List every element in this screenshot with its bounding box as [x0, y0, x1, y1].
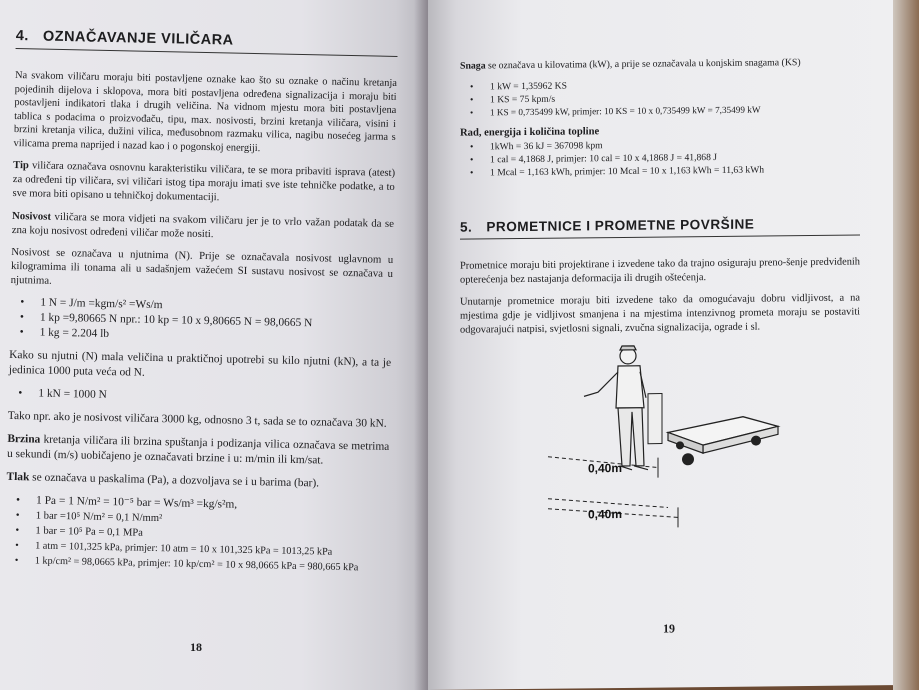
energy-heading: Rad, energija i količina topline [460, 126, 600, 139]
section-title-text: PROMETNICE I PROMETNE POVRŠINE [486, 216, 755, 235]
section-number: 5. [460, 219, 473, 235]
tip-paragraph [12, 159, 395, 209]
section-4-title [16, 28, 398, 57]
prometnice-paragraph-2: Unutarnje prometnice moraju biti izvedene tako da omogućavaju dobru vidljivost, a na mjestima gdje je vidljivost smanjena i na mjestima intenzivnog prometa moraju se postaviti odgovarajući natpisi, svjetlosni signali, zvučna signalizacija, ograde i sl. [460, 292, 860, 336]
left-page-number: 18 [190, 640, 202, 654]
pressure-list [5, 492, 388, 575]
list-item: • 1 KS = 0,735499 kW, primjer: 10 KS = 10 x 0,735499 kW = 7,35499 kW [460, 102, 860, 119]
nosivost-text: viličara se mora vidjeti na svakom viličaru jer je to vrlo važan podatak da se zna koju nosivost određeni viličar može nositi. [11, 210, 395, 240]
tlak-term: Tlak [6, 470, 30, 483]
snaga-text: se označava u kilovatima (kW), a prije se označavala u konjskim snagama (KS) [485, 57, 801, 72]
kn-list [8, 385, 390, 408]
snaga-term: Snaga [460, 60, 486, 72]
left-page-content [5, 28, 398, 583]
list-item: • 1 Mcal = 1,163 kWh, primjer: 10 Mcal = 10 x 1,163 kWh = 11,63 kWh [460, 162, 860, 179]
snaga-paragraph [460, 55, 860, 72]
nosivost-term: Nosivost [11, 209, 52, 223]
section-number: 4. [15, 28, 30, 45]
kn-paragraph: Kako su njutni (N) mala veličina u praktičnoj upotrebi su kilo njutni (kN), a ta je jedinica 1000 puta veća od N. [8, 348, 392, 379]
brzina-paragraph [7, 431, 390, 469]
tip-term: Tip [13, 159, 29, 171]
list-item: • 1 N = J/m =kgm/s² =Ws/m [10, 295, 392, 318]
dimension-label-lower: 0,40m [588, 506, 623, 522]
list-item: • 1 cal = 4,1868 J, primjer: 10 cal = 10 x 4,1868 J = 41,868 J [460, 149, 860, 166]
forklift-clearance-illustration [528, 336, 788, 549]
right-page-number: 19 [663, 621, 675, 636]
right-page-content [460, 55, 860, 345]
intro-paragraph: Na svakom viličaru moraju biti postavljene oznake kao što su oznake o načinu kretanja pojedinih dijelova i sklopova, mora biti postavljena određena signalizacija i moraju biti postavljeni indikatori tlaka i drugih veličina. Na vidnom mjestu mora biti postavljena tablica s podacima o proizvođaču, tipu, max. nosivosti, brzini kretanja viličara, visini i brzini kretanja vilica, dužini vilica, međusobnom razmaku vilica, nagibu nosećeg jarma s vilicama prema naprijed i nazad kao i o pogonskoj energiji. [13, 69, 398, 155]
list-item: • 1 Pa = 1 N/m² = 10⁻⁵ bar = Ws/m³ =kg/s²m, [6, 492, 388, 515]
pallet-cart [648, 392, 778, 465]
worker-figure [584, 346, 648, 471]
left-page [0, 0, 430, 690]
list-item: • 1 kN = 1000 N [8, 385, 390, 408]
tlak-text: se označava u paskalima (Pa), a dozvoljava se i u barima (bar). [29, 470, 320, 490]
list-item: • 1 kp/cm² = 98,0665 kPa, primjer: 10 kp/cm² = 10 x 98,0665 kPa = 980,665 kPa [5, 552, 387, 575]
dimension-label-upper: 0,40m [588, 460, 623, 476]
prometnice-paragraph-1: Prometnice moraju biti projektirane i izvedene tako da trajno osiguraju preno-šenje predviđenih opterećenja bez nastajanja deformacija ili drugih oštećenja. [460, 256, 860, 286]
list-item: • 1kWh = 36 kJ = 367098 kpm [460, 136, 860, 153]
energy-list [460, 136, 860, 179]
list-item: • 1 bar = 10⁵ Pa = 0,1 MPa [5, 522, 387, 545]
section-5-title [460, 215, 860, 239]
list-item: • 1 KS = 75 kpm/s [460, 89, 860, 106]
list-item: • 1 atm = 101,325 kPa, primjer: 10 atm = 10 x 101,325 kPa = 1013,25 kPa [5, 537, 387, 560]
right-page [428, 0, 898, 690]
tlak-paragraph [6, 469, 388, 492]
force-list [9, 295, 392, 348]
power-list [460, 76, 860, 119]
brzina-term: Brzina [7, 432, 41, 446]
table-edge [893, 0, 919, 690]
list-item: • 1 kp =9,80665 N npr.: 10 kp = 10 x 9,80665 N = 98,0665 N [10, 310, 392, 333]
list-item: • 1 kg = 2.204 lb [9, 324, 391, 347]
nosivost-units-paragraph: Nosivost se označava u njutnima (N). Prije se označavala nosivost uglavnom u kilogramima ili tonama ali u sadašnjem važećem SI sustavu nosivost se označava u njutnima. [10, 245, 394, 287]
tip-text: viličara označava osnovnu karakteristiku viličara, te se mora pribaviti isprava (atest) za određeni tip viličara, svi viličari istog tipa moraju imati sve iste tehničke podatke, a to sve mora biti opisano u tehničkoj dokumentaciji. [12, 159, 396, 203]
example-paragraph: Tako npr. ako je nosivost viličara 3000 kg, odnosno 3 t, sada se to označava 30 kN. [7, 409, 387, 430]
nosivost-paragraph [12, 209, 395, 245]
section-title-text: OZNAČAVANJE VILIČARA [42, 28, 234, 49]
list-item: • 1 bar =10⁵ N/m² = 0,1 N/mm² [6, 507, 388, 530]
brzina-text: kretanja viličara ili brzina spuštanja i podizanja vilica označava se metrima u sekundi (m/s) uobičajeno je označavati brzine i u: m/min ili km/sat. [6, 433, 390, 467]
list-item: • 1 kW = 1,35962 KS [460, 76, 860, 93]
section-5 [460, 215, 860, 337]
